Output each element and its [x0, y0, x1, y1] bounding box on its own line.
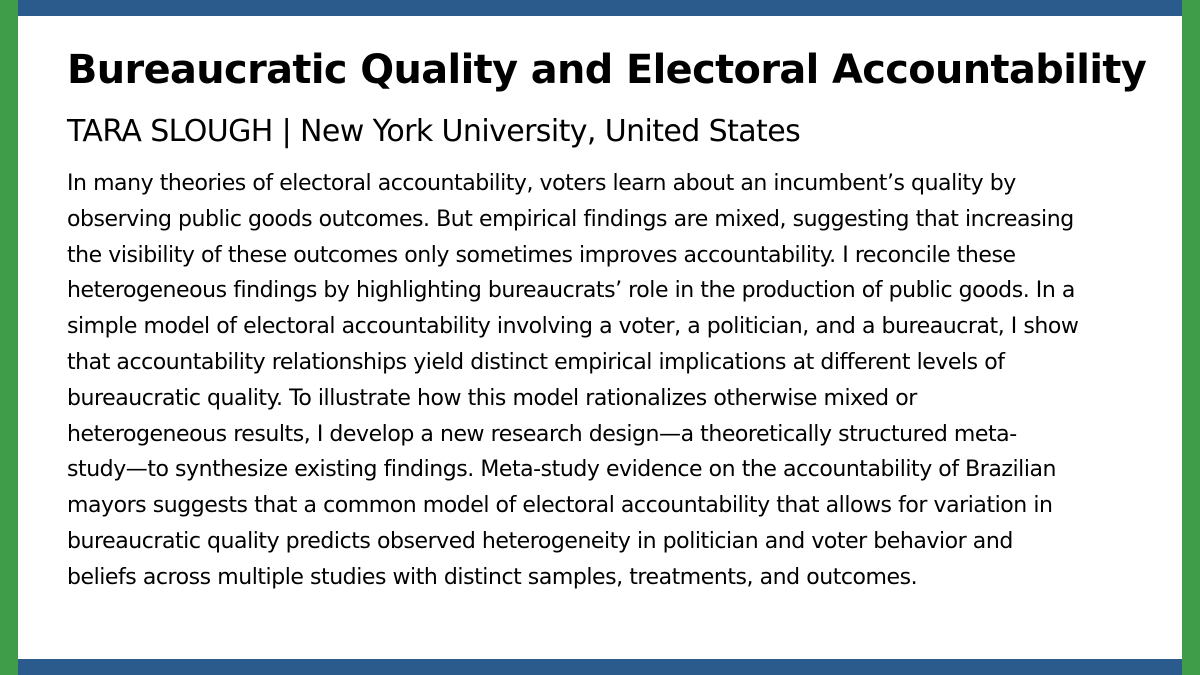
abstract — [67, 166, 1147, 596]
abstract-line: heterogeneous findings by highlighting bureaucrats’ role in the production of public goods. In a — [67, 278, 1075, 304]
top-border — [0, 0, 1200, 16]
abstract-line: heterogeneous results, I develop a new research design—a theoretically structured meta- — [67, 421, 1017, 447]
bottom-border — [0, 659, 1200, 675]
paper-title: Bureaucratic Quality and Electoral Accountability — [67, 47, 1147, 93]
abstract-line: simple model of electoral accountability involving a voter, a politician, and a bureaucrat, I show — [67, 314, 1079, 340]
abstract-line: bureaucratic quality. To illustrate how this model rationalizes otherwise mixed or — [67, 385, 917, 411]
abstract-line: that accountability relationships yield distinct empirical implications at different levels of — [67, 349, 1005, 375]
right-border — [1182, 0, 1200, 675]
author-affiliation: TARA SLOUGH | New York University, United States — [67, 114, 801, 149]
abstract-line: mayors suggests that a common model of electoral accountability that allows for variation in — [67, 493, 1053, 519]
abstract-line: observing public goods outcomes. But empirical findings are mixed, suggesting that increasing — [67, 206, 1074, 232]
abstract-line: study—to synthesize existing findings. Meta-study evidence on the accountability of Brazilian — [67, 457, 1057, 483]
paper-card — [67, 42, 1147, 596]
abstract-line: In many theories of electoral accountability, voters learn about an incumbent’s quality by — [67, 171, 1016, 196]
left-border — [0, 0, 18, 675]
abstract-line: bureaucratic quality predicts observed heterogeneity in politician and voter behavior and — [67, 528, 1013, 554]
abstract-line: beliefs across multiple studies with distinct samples, treatments, and outcomes. — [67, 564, 918, 590]
abstract-line: the visibility of these outcomes only sometimes improves accountability. I reconcile these — [67, 242, 1016, 268]
